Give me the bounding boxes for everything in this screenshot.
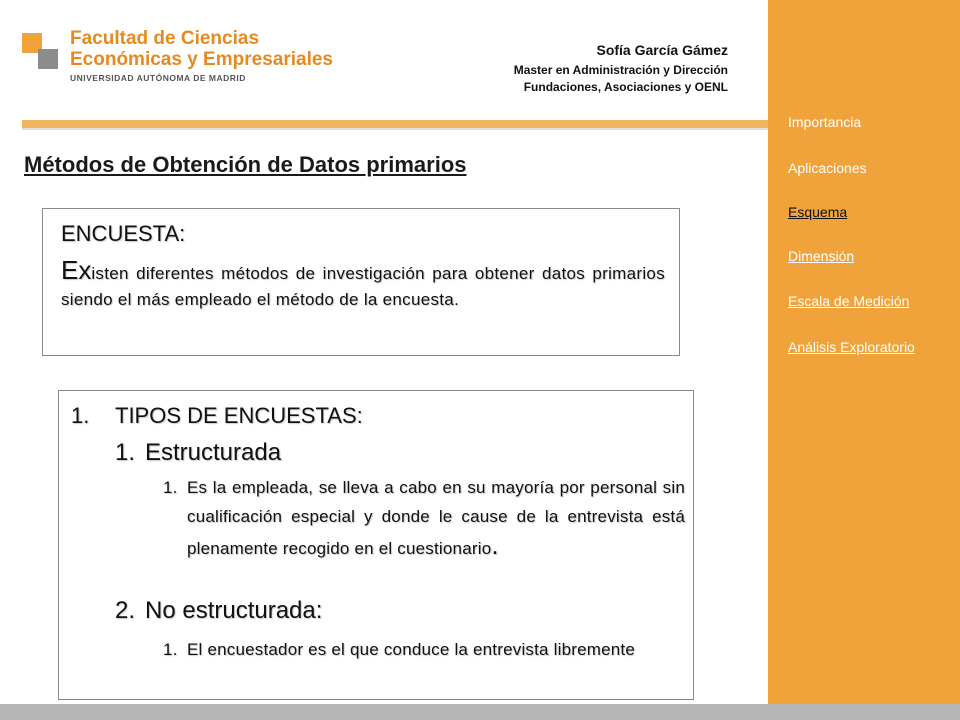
- sidebar-item-escala-de-medicion[interactable]: Escala de Medición: [788, 293, 910, 309]
- encuesta-paragraph: [61, 257, 665, 313]
- sidebar-item-aplicaciones[interactable]: Aplicaciones: [788, 160, 867, 176]
- estructurada-point-text: Es la empleada, se lleva a cabo en su mayoría por personal sin cualificación especial y donde le cause de la entrevista está plenamente recogido en el cuestionario: [187, 478, 685, 558]
- no-estructurada-number: 2.: [115, 597, 136, 624]
- logo-gray-square: [38, 49, 58, 69]
- author-block: [514, 42, 728, 97]
- no-estructurada-point-number: 1.: [163, 640, 178, 659]
- no-estructurada-label: No estructurada:: [145, 597, 323, 624]
- encuesta-paragraph-text: isten diferentes métodos de investigación para obtener datos primarios siendo el más empleado el método de la encuesta.: [61, 264, 665, 309]
- header-divider: [22, 120, 768, 128]
- estructurada-heading: [115, 439, 282, 467]
- sidebar-item-importancia[interactable]: Importancia: [788, 114, 862, 130]
- tipos-heading-label: TIPOS DE ENCUESTAS:: [115, 403, 363, 428]
- tipos-box: [58, 390, 694, 700]
- encuesta-paragraph-start: Ex: [61, 255, 92, 285]
- estructurada-point-number: 1.: [163, 478, 178, 497]
- sidebar-item-esquema[interactable]: Esquema: [788, 204, 848, 220]
- author-program-line1: Master en Administración y Dirección: [513, 63, 728, 77]
- bottom-bar: [0, 704, 960, 720]
- sidebar-item-analisis-exploratorio[interactable]: Análisis Exploratorio: [788, 339, 915, 355]
- faculty-logo-mark: [22, 33, 58, 69]
- tipos-heading: [71, 403, 363, 429]
- no-estructurada-heading: [115, 597, 323, 625]
- estructurada-number: 1.: [115, 439, 136, 466]
- sidebar-nav: [768, 0, 960, 720]
- logo-text-line1: Facultad de Ciencias: [70, 28, 260, 49]
- sidebar-item-dimension[interactable]: Dimensión: [788, 248, 855, 264]
- no-estructurada-point-text: El encuestador es el que conduce la entrevista libremente: [187, 640, 635, 659]
- estructurada-point-end: .: [491, 530, 499, 560]
- logo-text-line2: Económicas y Empresariales: [70, 49, 333, 70]
- estructurada-point-text-block: [187, 473, 685, 563]
- logo-text-university: UNIVERSIDAD AUTÓNOMA DE MADRID: [70, 73, 246, 83]
- slide-title: Métodos de Obtención de Datos primarios: [24, 152, 467, 177]
- author-name: Sofía García Gámez: [596, 42, 728, 58]
- tipos-heading-number: 1.: [71, 403, 90, 428]
- author-program-line2: Fundaciones, Asociaciones y OENL: [523, 80, 728, 94]
- encuesta-heading: ENCUESTA:: [61, 221, 186, 246]
- encuesta-box: [42, 208, 680, 356]
- estructurada-label: Estructurada: [145, 439, 282, 466]
